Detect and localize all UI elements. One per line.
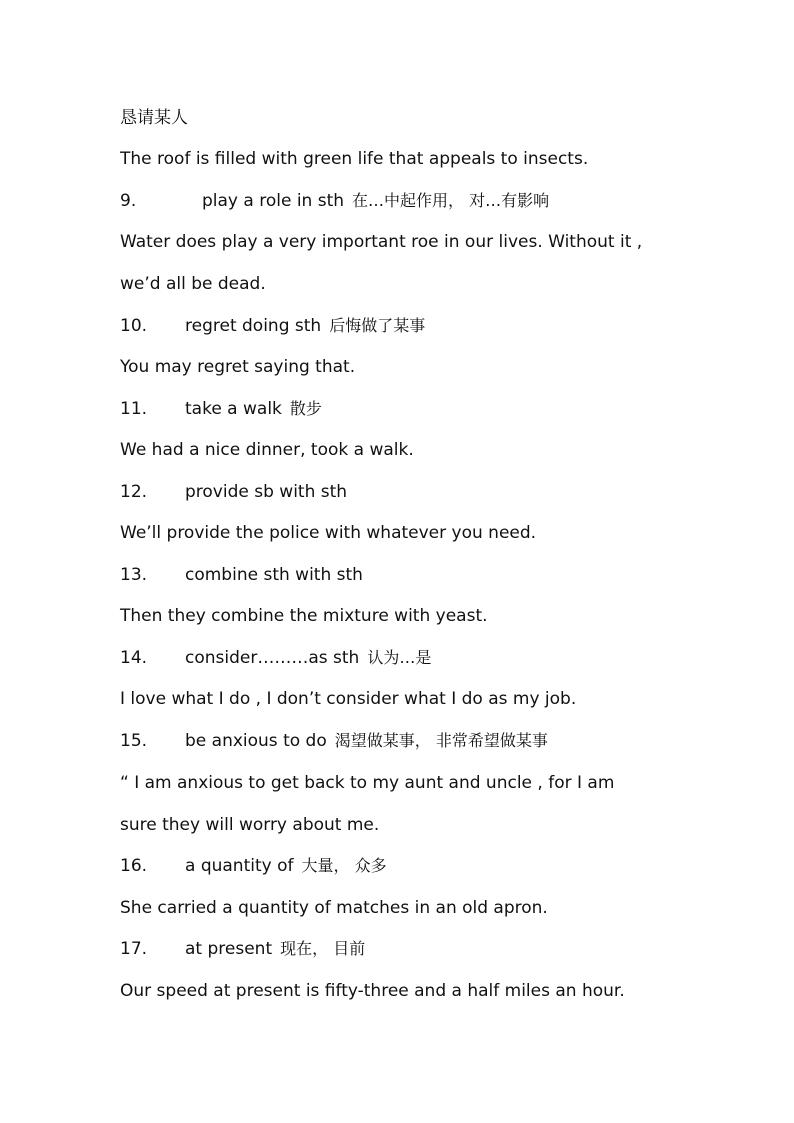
entry-phrase: provide sb with sth: [185, 482, 348, 502]
entry-phrase: at present: [185, 939, 273, 959]
phrase-entry-10: [120, 316, 425, 336]
example-sentence: “ I am anxious to get back to my aunt and uncle , for I am: [120, 773, 615, 793]
example-sentence: You may regret saying that.: [120, 357, 356, 377]
example-sentence: we’d all be dead.: [120, 274, 266, 294]
entry-phrase: take a walk: [185, 399, 282, 419]
example-sentence: I love what I do , I don’t consider what I do as my job.: [120, 689, 577, 709]
entry-number: 11.: [120, 399, 148, 419]
entry-phrase: consider………as sth: [185, 648, 360, 668]
entry-gloss: 后悔做了某事: [329, 316, 426, 335]
example-sentence: We’ll provide the police with whatever you need.: [120, 523, 537, 543]
entry-phrase: be anxious to do: [185, 731, 327, 751]
entry-phrase: regret doing sth: [185, 316, 322, 336]
phrase-entry-13: [120, 565, 363, 585]
entry-phrase: a quantity of: [185, 856, 294, 876]
phrase-entry-12: [120, 482, 347, 502]
entry-number: 15.: [120, 731, 148, 751]
entry-number: 13.: [120, 565, 148, 585]
example-sentence: We had a nice dinner, took a walk.: [120, 440, 414, 460]
example-sentence: Our speed at present is fifty-three and a half miles an hour.: [120, 981, 625, 1001]
example-sentence: Then they combine the mixture with yeast.: [120, 606, 488, 626]
entry-phrase: play a role in sth: [202, 191, 345, 211]
example-sentence: She carried a quantity of matches in an old apron.: [120, 898, 548, 918]
phrase-entry-15: [120, 731, 548, 751]
entry-gloss: 散步: [289, 399, 322, 418]
entry-gloss: 认为…是: [367, 648, 432, 667]
entry-gloss: 大量， 众多: [301, 856, 387, 875]
entry-number: 9.: [120, 191, 137, 211]
entry-gloss: 现在， 目前: [280, 939, 366, 958]
chinese-heading-line: 恳请某人: [120, 108, 188, 128]
example-sentence: The roof is filled with green life that appeals to insects.: [120, 149, 589, 169]
phrase-entry-16: [120, 856, 387, 876]
entry-number: 17.: [120, 939, 148, 959]
entry-number: 16.: [120, 856, 148, 876]
example-sentence: Water does play a very important roe in our lives. Without it ,: [120, 232, 643, 252]
phrase-entry-11: [120, 399, 322, 419]
entry-number: 12.: [120, 482, 148, 502]
phrase-entry-9: [120, 191, 549, 211]
example-sentence: sure they will worry about me.: [120, 815, 380, 835]
phrase-entry-14: [120, 648, 431, 668]
phrase-entry-17: [120, 939, 365, 959]
entry-gloss: 渴望做某事， 非常希望做某事: [334, 731, 548, 750]
entry-phrase: combine sth with sth: [185, 565, 363, 585]
entry-number: 14.: [120, 648, 148, 668]
entry-number: 10.: [120, 316, 148, 336]
entry-gloss: 在…中起作用， 对…有影响: [352, 191, 550, 210]
